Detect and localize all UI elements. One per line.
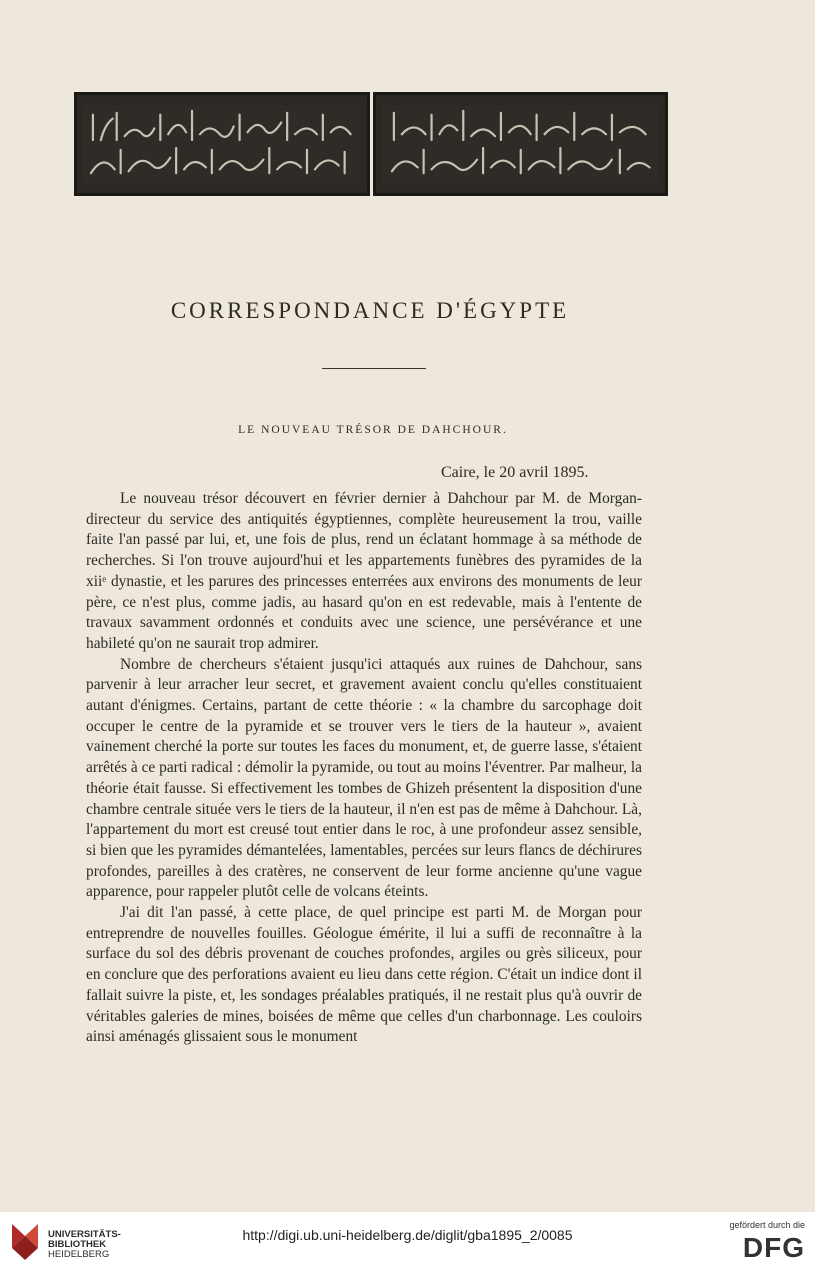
arabic-calligraphy-ornament-icon [83,105,361,183]
paragraph: Nombre de chercheurs s'étaient jusqu'ici attaqués aux ruines de Dahchour, sans parvenir à leur arracher leur secret, et gravement avaient conclu qu'elles constituaient autant d'énigmes. Certains, partant de cette théorie : « la chambre du sarcophage doit occuper le centre de la pyramide et se trouver vers le tiers de la hauteur », avaient vainement cherché la porte sur toutes les faces du monument, et, de guerre lasse, s'étaient arrêtés à ce parti radical : démolir la pyramide, ou tout au moins l'éventrer. Par malheur, la théorie était fausse. Si effectivement les tombes de Ghizeh présentent la disposition d'une chambre centrale située vers le tiers de la hauteur, il n'en est pas de même à Dahchour. Là, l'appartement du mort est creusé tout entier dans le roc, à une profondeur assez sensible, si bien que les pyramides démantelées, lamentables, percées sur leurs flancs de déchirures profondes, pareilles à des cratères, ne conservent de leur forme ancienne qu'une vague apparence, pour rappeler plutôt celle de volcans éteints. [86,655,642,901]
logo-line: UNIVERSITÄTS- [48,1229,121,1240]
permalink-url[interactable]: http://digi.ub.uni-heidelberg.de/diglit/gba1895_2/0085 [242,1227,573,1243]
sponsor-text: gefördert durch die [729,1220,805,1230]
article-subtitle: LE NOUVEAU TRÉSOR DE DAHCHOUR. [238,424,508,436]
paragraph: Le nouveau trésor découvert en février dernier à Dahchour par M. de Morgan-directeur du service des antiquités égyptiennes, complète heureusement la trou, vaille faite l'an passé par lui, et, une fois de plus, rend un éclatant hommage à sa méthode de recherches. Si l'on trouve aujourd'hui et les appartements funèbres des pyramides de la xiiᵉ dynastie, et les parures des princesses enterrées aux environs des monuments de leur père, ce n'est plus, comme jadis, au hasard qu'on en est redevable, mais à l'entente de travaux savamment ordonnés et conduits avec une science, une persévérance et une habileté qu'on ne saurait trop admirer. [86,490,642,652]
ornament-tile-right [373,92,669,196]
title-divider [322,368,426,369]
calligraphy-header-ornament [74,92,668,196]
dateline: Caire, le 20 avril 1895. [441,464,589,481]
dfg-logo: DFG [742,1232,805,1263]
logo-line: HEIDELBERG [48,1249,110,1260]
paragraph: J'ai dit l'an passé, à cette place, de quel principe est parti M. de Morgan pour entreprendre de nouvelles fouilles. Géologue émérite, il lui a suffi de reconnaître à la surface du sol des débris provenant de couches profondes, argiles ou grès siliceux, pour en conclure que des perforations avaient eu lieu dans cette région. C'était un indice dont il fallait suivre la piste, et, les sondages préalables pratiqués, il ne restait plus qu'à ouvrir de véritables galeries de mines, boisées de même que celles d'un charbonnage. Les couloirs ainsi aménagés glissaient sous le monument [86,904,642,1046]
arabic-calligraphy-ornament-icon [382,105,660,183]
article-title: CORRESPONDANCE D'ÉGYPTE [170,298,570,323]
ornament-tile-left [74,92,370,196]
logo-line: BIBLIOTHEK [48,1239,107,1250]
article-body [86,489,642,1048]
